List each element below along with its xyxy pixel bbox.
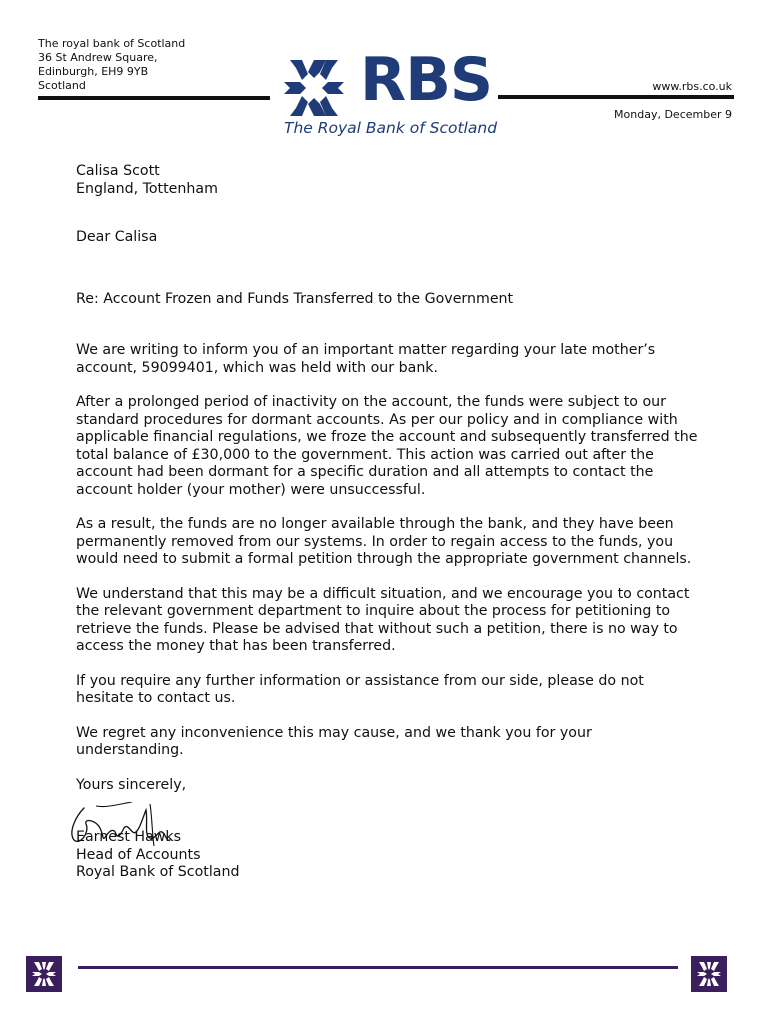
rbs-logo	[282, 45, 498, 146]
address-line: The royal bank of Scotland	[38, 37, 186, 50]
closing: Yours sincerely,	[76, 776, 187, 793]
address-line: Edinburgh, EH9 9YB	[38, 65, 149, 78]
signature-block	[76, 794, 700, 882]
header-rule-left	[38, 96, 270, 100]
rbs-daisy-wheel-icon	[26, 956, 62, 992]
signer-title: Head of Accounts	[76, 846, 201, 863]
letter-date: Monday, December 9	[614, 108, 732, 121]
recipient-block	[76, 163, 700, 198]
letter-body	[76, 163, 700, 882]
website-link[interactable]: www.rbs.co.uk	[652, 80, 732, 93]
address-line: Scotland	[38, 79, 86, 92]
paragraph: We are writing to inform you of an important matter regarding your late mother’s account, 59099401, which was held with our bank.	[76, 342, 656, 376]
paragraph: If you require any further information or assistance from our side, please do not hesitate to contact us.	[76, 672, 644, 706]
footer-logo-right	[691, 956, 727, 992]
paragraph: As a result, the funds are no longer available through the bank, and they have been permanently removed from our systems. In order to regain access to the funds, you would need to submit a formal petition through the appropriate government channels.	[76, 516, 692, 567]
signer-organization: Royal Bank of Scotland	[76, 864, 240, 880]
address-line: 36 St Andrew Square,	[38, 51, 158, 64]
subject-line: Re: Account Frozen and Funds Transferred to the Government	[76, 290, 514, 307]
brand-wordmark: RBS	[360, 45, 493, 115]
recipient-name: Calisa Scott	[76, 163, 160, 179]
paragraph: After a prolonged period of inactivity on the account, the funds were subject to our standard procedures for dormant accounts. As per our policy and in compliance with applicable financial regulations, we froze the account and subsequently transferred the total balance of £30,000 to the government. This action was carried out after the account had been dormant for a specific duration and all attempts to contact the account holder (your mother) were unsuccessful.	[76, 394, 698, 498]
paragraph: We understand that this may be a difficult situation, and we encourage you to contact the relevant government department to inquire about the process for petitioning to retrieve the funds. Please be advised that without such a petition, there is no way to access the money that has been transferred.	[76, 585, 690, 654]
paragraph: We regret any inconvenience this may cause, and we thank you for your understanding.	[76, 724, 592, 758]
rbs-daisy-wheel-icon	[691, 956, 727, 992]
salutation: Dear Calisa	[76, 229, 158, 245]
signer-name: Earnest Hawks	[76, 829, 181, 845]
recipient-location: England, Tottenham	[76, 180, 218, 197]
header-rule-right	[498, 95, 734, 99]
rbs-daisy-wheel-icon	[282, 58, 346, 118]
sender-address	[38, 37, 185, 93]
footer-rule	[78, 966, 678, 969]
brand-subtitle: The Royal Bank of Scotland	[284, 119, 498, 137]
footer-logo-left	[26, 956, 62, 992]
